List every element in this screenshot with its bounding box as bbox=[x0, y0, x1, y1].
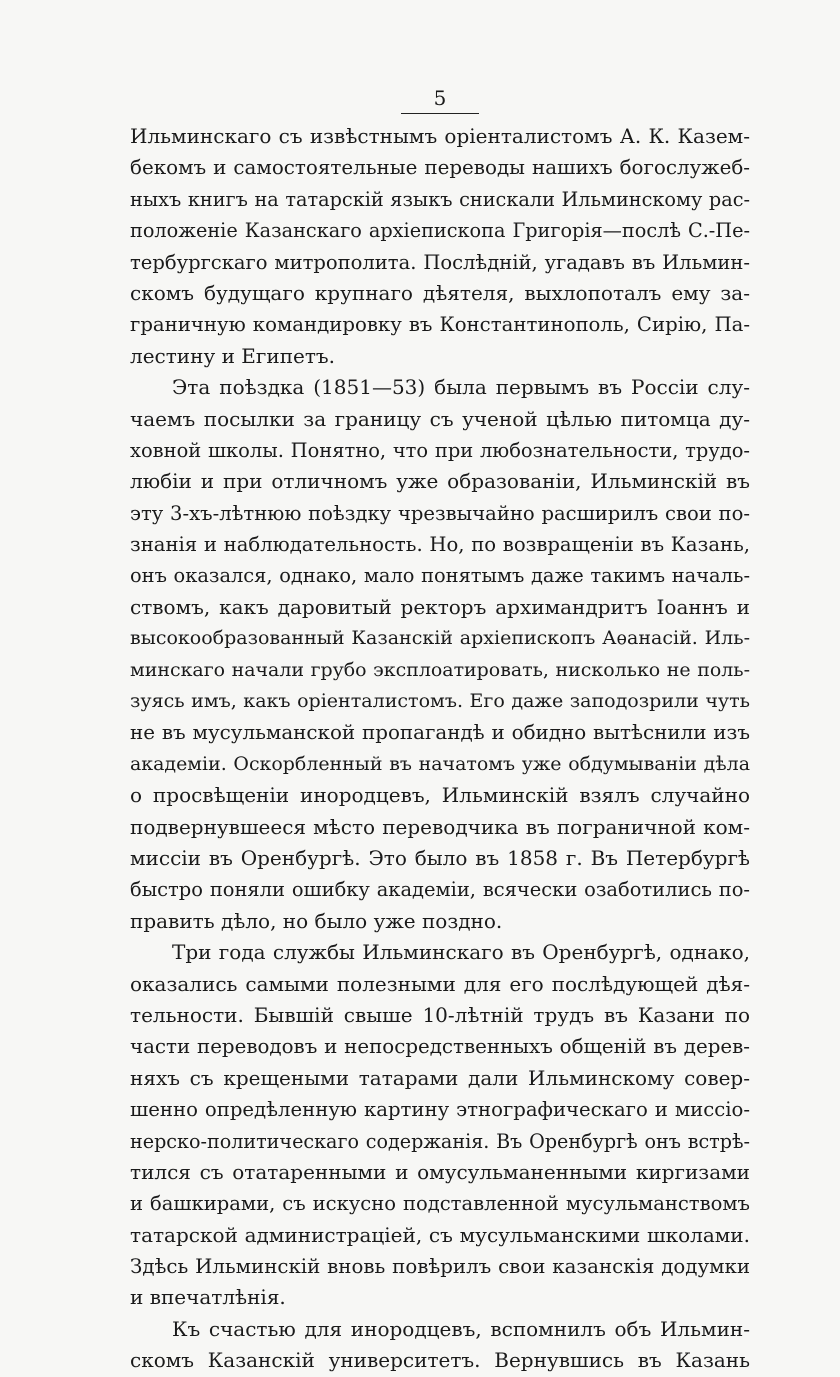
paragraph bbox=[130, 937, 750, 1314]
paragraph bbox=[130, 121, 750, 372]
page-number: 5 bbox=[433, 86, 447, 110]
text-line: не въ мусульманской пропагандѣ и обидно вытѣснили изъ bbox=[130, 721, 750, 745]
text-line: скомъ будущаго крупнаго дѣятеля, выхлопоталъ ему за- bbox=[130, 280, 750, 305]
text-line: быстро поняли ошибку академіи, всячески озаботились по- bbox=[130, 878, 750, 902]
text-line: части переводовъ и непосредственныхъ общеній въ дерев- bbox=[130, 1035, 750, 1059]
text-line: татарской администраціей, съ мусульманскими школами. bbox=[130, 1222, 750, 1247]
text-line: няхъ съ крещеными татарами дали Ильминскому совер- bbox=[130, 1065, 750, 1090]
text-line: любіи и при отличномъ уже образованіи, Ильминскій въ bbox=[130, 469, 750, 494]
text-line: ховной школы. Понятно, что при любознательности, трудо- bbox=[130, 438, 750, 462]
body-text bbox=[130, 121, 750, 1377]
text-line: бекомъ и самостоятельные переводы нашихъ богослужеб- bbox=[130, 156, 750, 180]
text-line: академіи. Оскорбленный въ начатомъ уже обдумываніи дѣла bbox=[130, 752, 750, 775]
text-line: Ильминскаго съ извѣстнымъ оріенталистомъ А. К. Казем- bbox=[130, 124, 750, 148]
text-line: чаемъ посылки за границу съ ученой цѣлью питомца ду- bbox=[130, 406, 750, 431]
text-line: лестину и Египетъ. bbox=[130, 343, 335, 368]
text-line: высокообразованный Казанскій архіепископъ Аѳанасій. Иль- bbox=[130, 627, 750, 650]
text-line: Здѣсь Ильминскій вновь повѣрилъ свои казанскія додумки bbox=[130, 1255, 750, 1279]
text-line: ныхъ книгъ на татарскій языкъ снискали Ильминскому рас- bbox=[130, 187, 750, 211]
text-line: Три года службы Ильминскаго въ Оренбургѣ, однако, bbox=[172, 940, 750, 965]
paragraph bbox=[130, 1314, 750, 1377]
text-line: минскаго начали грубо эксплоатировать, нисколько не поль- bbox=[130, 658, 750, 681]
text-line: эту 3-хъ-лѣтнюю поѣздку чрезвычайно расширилъ свои по- bbox=[130, 501, 750, 525]
text-line: зуясь имъ, какъ оріенталистомъ. Его даже заподозрили чуть bbox=[130, 690, 750, 713]
text-line: скомъ Казанскій университетъ. Вернувшись въ Казань bbox=[130, 1348, 750, 1373]
text-line: онъ оказался, однако, мало понятымъ даже такимъ началь- bbox=[130, 564, 750, 588]
text-line: граничную командировку въ Константинополь, Сирію, Па- bbox=[130, 313, 750, 337]
text-line: Эта поѣздка (1851—53) была первымъ въ Россіи слу- bbox=[172, 375, 750, 400]
text-line: тербургскаго митрополита. Послѣдній, угадавъ въ Ильмин- bbox=[130, 250, 750, 274]
text-line: шенно опредѣленную картину этнографическаго и миссіо- bbox=[130, 1098, 750, 1122]
text-line: о просвѣщеніи инородцевъ, Ильминскій взялъ случайно bbox=[130, 783, 750, 808]
page-number-rule bbox=[401, 113, 479, 114]
text-line: нерско-политическаго содержанія. Въ Оренбургѣ онъ встрѣ- bbox=[130, 1129, 750, 1153]
text-line: положеніе Казанскаго архіепископа Григорія—послѣ С.-Пе- bbox=[130, 219, 750, 243]
text-line: тельности. Бывшій свыше 10-лѣтній трудъ въ Казани по bbox=[130, 1002, 750, 1027]
text-line: править дѣло, но было уже поздно. bbox=[130, 908, 503, 933]
text-line: знанія и наблюдательность. Но, по возвращеніи въ Казань, bbox=[130, 533, 750, 557]
text-line: миссіи въ Оренбургѣ. Это было въ 1858 г. Въ Петербургѣ bbox=[130, 845, 750, 870]
text-line: Къ счастью для инородцевъ, вспомнилъ объ Ильмин- bbox=[172, 1316, 750, 1341]
text-line: подвернувшееся мѣсто переводчика въ пограничной ком- bbox=[130, 814, 750, 839]
text-line: и впечатлѣнія. bbox=[130, 1285, 286, 1310]
paragraph bbox=[130, 372, 750, 937]
text-line: ствомъ, какъ даровитый ректоръ архимандритъ Іоаннъ и bbox=[130, 594, 750, 619]
text-line: тился съ отатаренными и омусульманенными киргизами bbox=[130, 1159, 750, 1184]
text-line: и башкирами, съ искусно подставленной мусульманствомъ bbox=[130, 1192, 750, 1216]
text-line: оказались самыми полезными для его послѣдующей дѣя- bbox=[130, 971, 750, 996]
